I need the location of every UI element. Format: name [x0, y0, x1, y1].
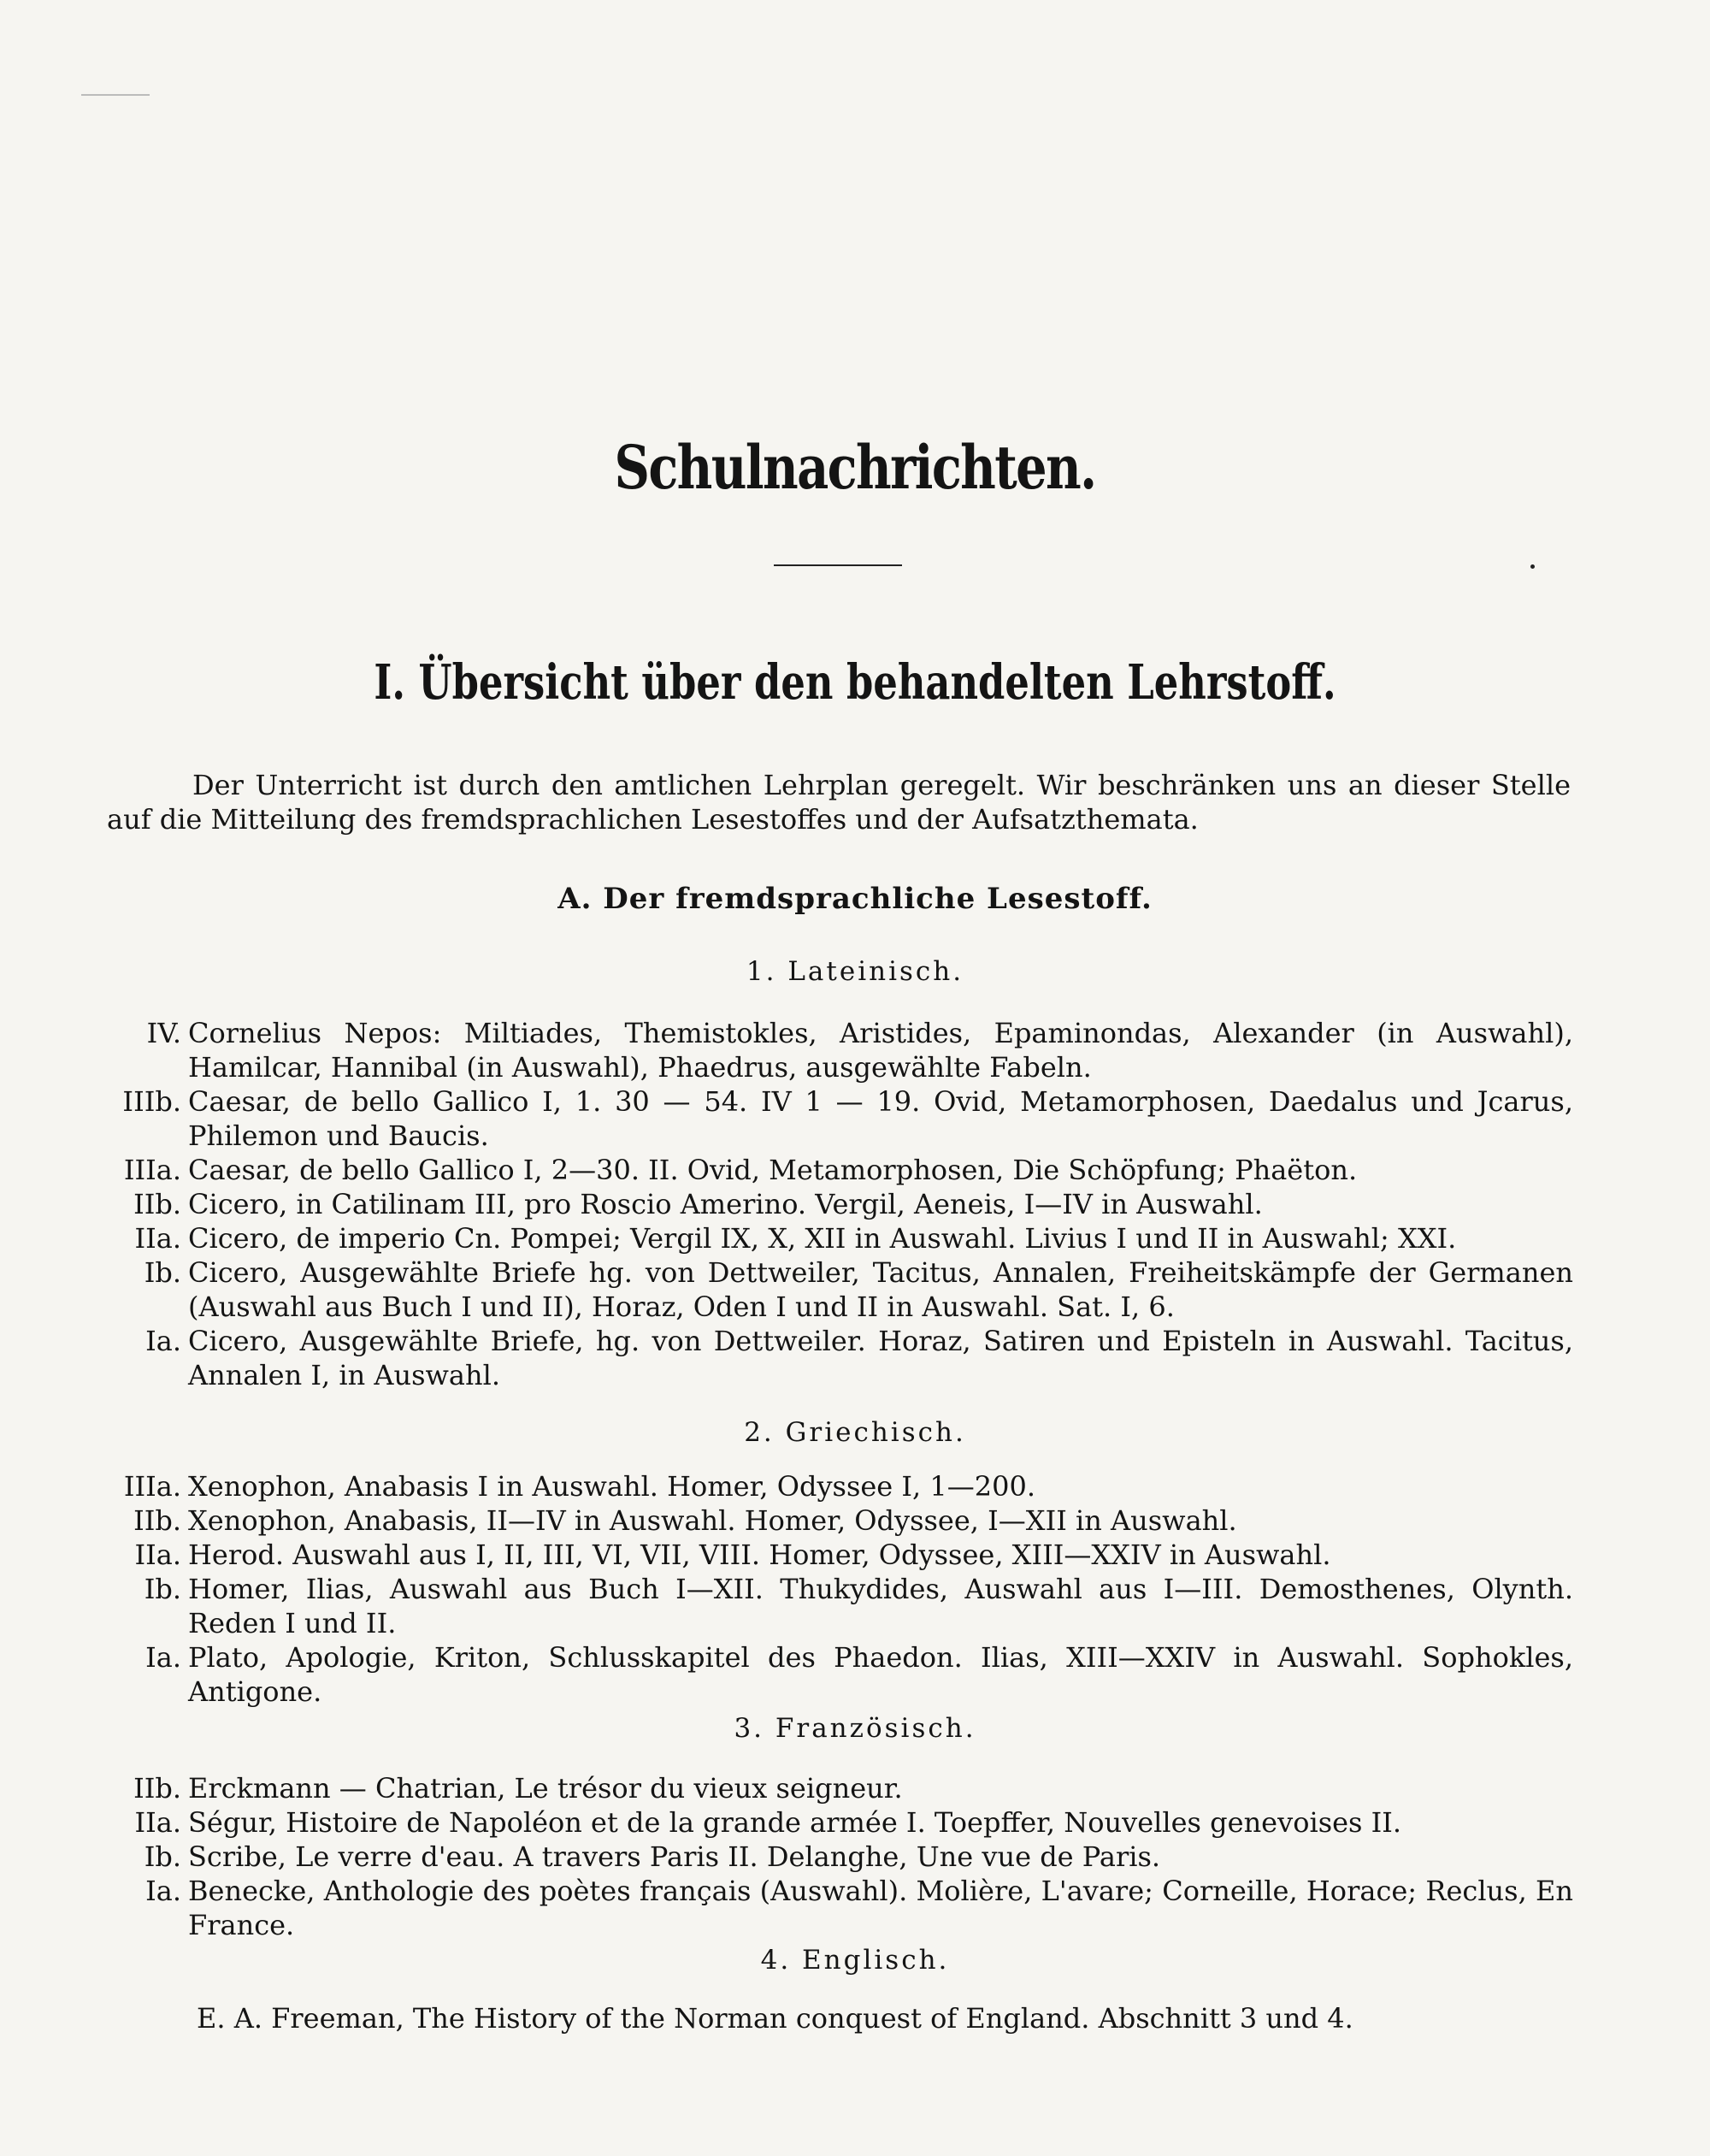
- entry-text: Plato, Apologie, Kriton, Schlusskapitel des Phaedon. Ilias, XIII—XXIV in Auswahl. Sophokles, Antigone.: [188, 1641, 1573, 1708]
- page-title: Schulnachrichten.: [614, 432, 1096, 503]
- entry-text: Caesar, de bello Gallico I, 1. 30 — 54. IV 1 — 19. Ovid, Metamorphosen, Daedalus und Jcarus, Philemon und Baucis.: [188, 1085, 1573, 1152]
- entry-text: Herod. Auswahl aus I, II, III, VI, VII, VIII. Homer, Odyssee, XIII—XXIV in Auswahl.: [188, 1539, 1331, 1571]
- heading-english: 4. Englisch.: [760, 1945, 950, 1976]
- list-item: [103, 1255, 1573, 1324]
- class-label: IIIb.: [122, 1085, 181, 1118]
- list-item: [103, 1153, 1573, 1187]
- list-item: [103, 1805, 1573, 1840]
- class-label: IIa.: [134, 1539, 181, 1571]
- class-label: IV.: [146, 1017, 181, 1049]
- entry-text: Xenophon, Anabasis, II—IV in Auswahl. Homer, Odyssee, I—XII in Auswahl.: [188, 1504, 1237, 1537]
- class-label: Ia.: [145, 1875, 181, 1907]
- class-label: Ib.: [144, 1840, 181, 1873]
- french-list: [103, 1771, 1573, 1942]
- class-label: IIa.: [134, 1222, 181, 1255]
- class-label: IIb.: [133, 1188, 181, 1220]
- latin-list: [103, 1016, 1573, 1392]
- list-item: [103, 1640, 1573, 1709]
- list-item: [103, 1221, 1573, 1255]
- list-item: [103, 1187, 1573, 1221]
- list-item: [103, 1469, 1573, 1503]
- entry-text: Cicero, in Catilinam III, pro Roscio Amerino. Vergil, Aeneis, I—IV in Auswahl.: [188, 1188, 1263, 1220]
- entry-text: Erckmann — Chatrian, Le trésor du vieux seigneur.: [188, 1772, 903, 1805]
- class-label: Ia.: [145, 1641, 181, 1674]
- class-label: IIb.: [133, 1504, 181, 1537]
- heading-greek: 2. Griechisch.: [744, 1417, 966, 1448]
- entry-text: Homer, Ilias, Auswahl aus Buch I—XII. Thukydides, Auswahl aus I—III. Demosthenes, Olynth. Reden I und II.: [188, 1573, 1573, 1639]
- entry-text: Benecke, Anthologie des poètes français (Auswahl). Molière, L'avare; Corneille, Horace; Reclus, En France.: [188, 1875, 1573, 1941]
- entry-text: Cicero, Ausgewählte Briefe hg. von Dettweiler, Tacitus, Annalen, Freiheitskämpfe der Germanen (Auswahl aus Buch I und II), Horaz, Oden I und II in Auswahl. Sat. I, 6.: [188, 1256, 1573, 1323]
- list-item: [103, 1840, 1573, 1874]
- class-label: IIIa.: [123, 1154, 181, 1186]
- list-item: [103, 1538, 1573, 1572]
- section-heading: I. Übersicht über den behandelten Lehrstoff.: [374, 654, 1336, 711]
- class-label: IIa.: [134, 1806, 181, 1839]
- ink-dot: [1530, 564, 1535, 569]
- entry-text: Cornelius Nepos: Miltiades, Themistokles, Aristides, Epaminondas, Alexander (in Auswahl), Hamilcar, Hannibal (in Auswahl), Phaedrus, ausgewählte Fabeln.: [188, 1017, 1573, 1084]
- intro-text: Der Unterricht ist durch den amtlichen Lehrplan geregelt. Wir beschränken uns an dieser Stelle auf die Mitteilung des fremdsprachlichen Lesestoffes und der Aufsatzthemata.: [107, 769, 1571, 836]
- heading-latin: 1. Lateinisch.: [746, 956, 964, 987]
- list-item: [103, 1771, 1573, 1805]
- list-item: [103, 1324, 1573, 1392]
- intro-paragraph: [107, 768, 1571, 836]
- english-entry: E. A. Freeman, The History of the Norman conquest of England. Abschnitt 3 und 4.: [197, 2002, 1353, 2035]
- entry-text: Scribe, Le verre d'eau. A travers Paris II. Delanghe, Une vue de Paris.: [188, 1840, 1161, 1873]
- list-item: [103, 1084, 1573, 1153]
- greek-list: [103, 1469, 1573, 1709]
- entry-text: Caesar, de bello Gallico I, 2—30. II. Ovid, Metamorphosen, Die Schöpfung; Phaëton.: [188, 1154, 1358, 1186]
- title-divider: [774, 564, 902, 566]
- subheading-lesestoff: A. Der fremdsprachliche Lesestoff.: [557, 882, 1153, 916]
- class-label: Ib.: [144, 1573, 181, 1605]
- class-label: Ib.: [144, 1256, 181, 1289]
- heading-french: 3. Französisch.: [734, 1713, 976, 1744]
- list-item: [103, 1572, 1573, 1640]
- class-label: IIIa.: [123, 1470, 181, 1503]
- class-label: Ia.: [145, 1325, 181, 1357]
- class-label: IIb.: [133, 1772, 181, 1805]
- list-item: [103, 1503, 1573, 1538]
- list-item: [103, 1874, 1573, 1942]
- top-rule: [81, 94, 150, 96]
- list-item: [103, 1016, 1573, 1084]
- entry-text: Xenophon, Anabasis I in Auswahl. Homer, Odyssee I, 1—200.: [188, 1470, 1035, 1503]
- entry-text: Ségur, Histoire de Napoléon et de la grande armée I. Toepffer, Nouvelles genevoises II.: [188, 1806, 1402, 1839]
- entry-text: Cicero, de imperio Cn. Pompei; Vergil IX, X, XII in Auswahl. Livius I und II in Auswahl; XXI.: [188, 1222, 1457, 1255]
- entry-text: Cicero, Ausgewählte Briefe, hg. von Dettweiler. Horaz, Satiren und Episteln in Auswahl. Tacitus, Annalen I, in Auswahl.: [188, 1325, 1573, 1391]
